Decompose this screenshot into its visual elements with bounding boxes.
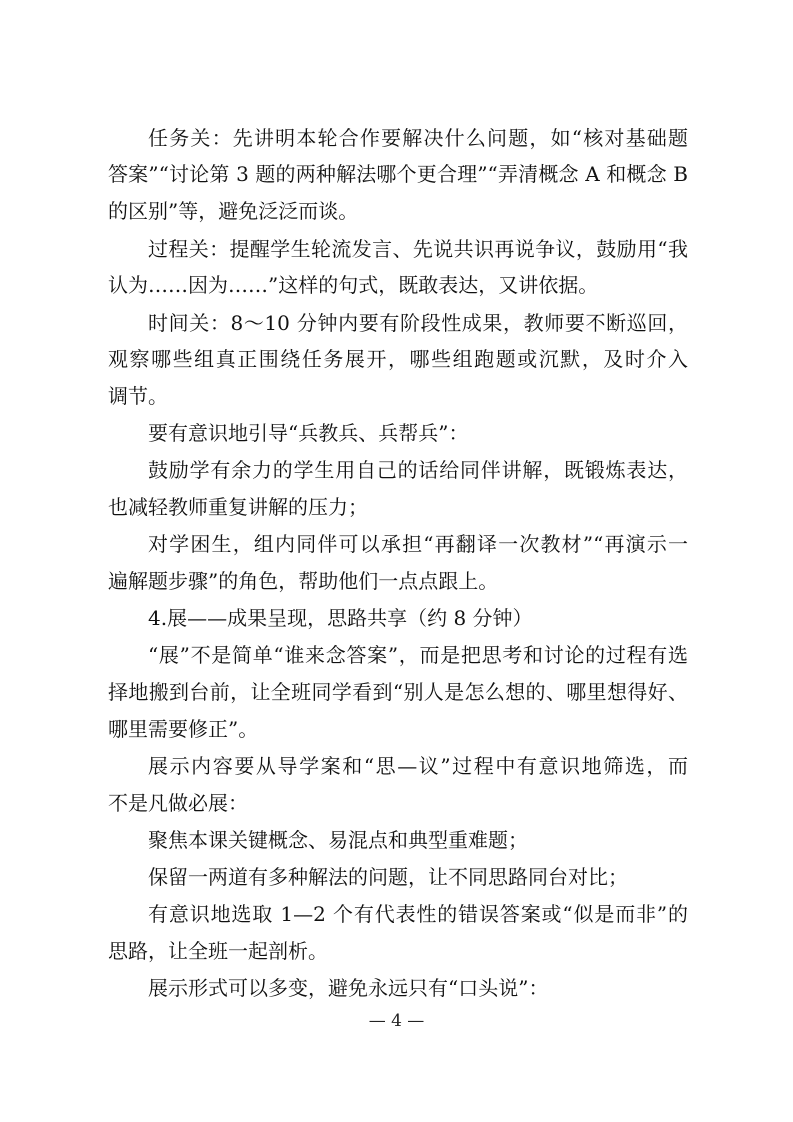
text-line: 时间关：8～10 分钟内要有阶段性成果，教师要不断巡回， <box>148 311 688 335</box>
text-line: 哪里需要修正”。 <box>108 717 259 741</box>
text-line: 展示形式可以多变，避免永远只有“口头说”： <box>148 976 549 1000</box>
text-line: “展”不是简单“谁来念答案”，而是把思考和讨论的过程有选 <box>148 643 688 667</box>
text-line: 有意识地选取 1—2 个有代表性的错误答案或“似是而非”的 <box>148 902 688 926</box>
text-line: 不是凡做必展： <box>108 791 248 815</box>
text-line: 思路，让全班一起剖析。 <box>108 939 328 963</box>
text-line: 对学困生，组内同伴可以承担“再翻译一次教材”“再演示一 <box>148 532 688 556</box>
text-line: 要有意识地引导“兵教兵、兵帮兵”： <box>148 421 469 445</box>
text-line: 展示内容要从导学案和“思—议”过程中有意识地筛选，而 <box>148 754 688 778</box>
page-number: — 4 — <box>368 1011 425 1031</box>
text-line: 认为……因为……”这样的句式，既敢表达，又讲依据。 <box>108 273 599 297</box>
text-line: 保留一两道有多种解法的问题，让不同思路同台对比； <box>148 865 628 889</box>
section-heading: 4.展——成果呈现，思路共享（约 8 分钟） <box>148 606 533 630</box>
text-line: 也减轻教师重复讲解的压力； <box>108 495 368 519</box>
text-line: 聚焦本课关键概念、易混点和典型重难题； <box>148 828 528 852</box>
text-line: 任务关：先讲明本轮合作要解决什么问题，如“核对基础题 <box>148 126 688 150</box>
text-line: 遍解题步骤”的角色，帮助他们一点点跟上。 <box>108 569 499 593</box>
text-line: 观察哪些组真正围绕任务展开，哪些组跑题或沉默，及时介入 <box>108 347 688 371</box>
text-line: 鼓励学有余力的学生用自己的话给同伴讲解，既锻炼表达， <box>148 458 688 482</box>
text-line: 过程关：提醒学生轮流发言、先说共识再说争议，鼓励用“我 <box>148 237 688 261</box>
text-line: 调节。 <box>108 384 168 408</box>
text-line: 答案”“讨论第 3 题的两种解法哪个更合理”“弄清概念 A 和概念 B <box>108 162 688 186</box>
text-line: 择地搬到台前，让全班同学看到“别人是怎么想的、哪里想得好、 <box>108 680 688 704</box>
text-line: 的区别”等，避免泛泛而谈。 <box>108 199 359 223</box>
